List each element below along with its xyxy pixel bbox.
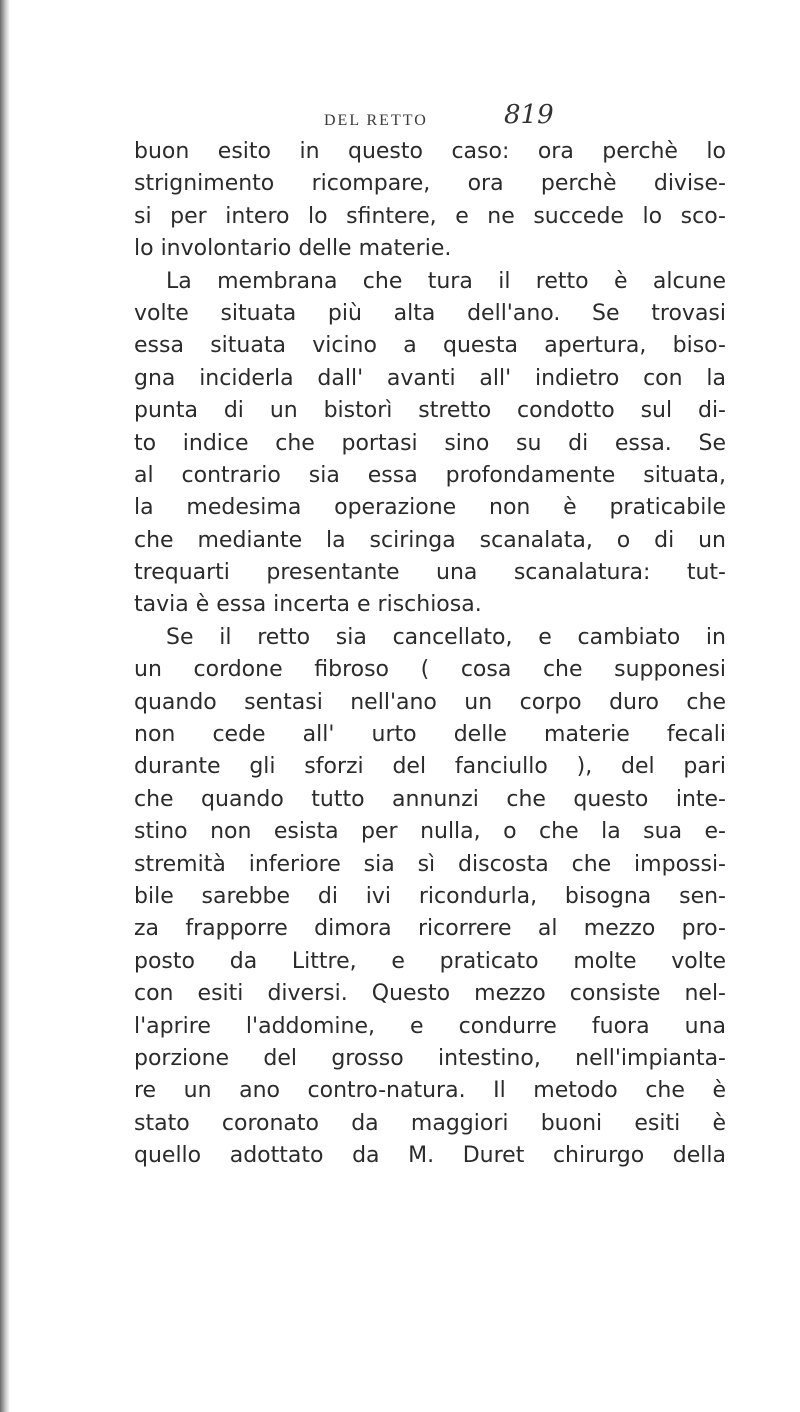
text-line: volte situata più alta dell'ano. Se trovasi xyxy=(134,300,726,326)
body-text xyxy=(134,136,726,1173)
text-line: punta di un bistorì stretto condotto sul di- xyxy=(134,398,726,424)
text-line: porzione del grosso intestino, nell'impianta- xyxy=(134,1045,726,1071)
text-line: lo involontario delle materie. xyxy=(134,236,452,262)
text-line: stremità inferiore sia sì discosta che impossi- xyxy=(134,851,726,877)
text-line: si per intero lo sfintere, e ne succede lo sco- xyxy=(134,203,726,229)
text-line: non cede all' urto delle materie fecali xyxy=(134,722,726,748)
text-line: trequarti presentante una scanalatura: tut- xyxy=(134,560,726,586)
text-line: bile sarebbe di ivi ricondurla, bisogna sen- xyxy=(134,883,726,909)
text-line: durante gli sforzi del fanciullo ), del pari xyxy=(134,754,726,780)
text-line: tavia è essa incerta e rischiosa. xyxy=(134,592,482,618)
text-line: stato coronato da maggiori buoni esiti è xyxy=(134,1110,726,1136)
text-line: quello adottato da M. Duret chirurgo della xyxy=(134,1143,726,1169)
text-line: l'aprire l'addomine, e condurre fuora una xyxy=(134,1013,726,1039)
text-line: gna inciderla dall' avanti all' indietro con la xyxy=(134,365,726,391)
text-line: essa situata vicino a questa apertura, biso- xyxy=(134,333,726,359)
text-line: to indice che portasi sino su di essa. Se xyxy=(134,430,726,456)
page-number: 819 xyxy=(504,100,554,130)
text-line: che mediante la sciringa scanalata, o di un xyxy=(134,527,726,553)
text-line: posto da Littre, e praticato molte volte xyxy=(134,948,726,974)
text-line: Se il retto sia cancellato, e cambiato in xyxy=(166,624,726,650)
text-line: con esiti diversi. Questo mezzo consiste nel- xyxy=(134,981,726,1007)
text-line: La membrana che tura il retto è alcune xyxy=(166,268,726,294)
page-edge-shadow xyxy=(0,0,10,1412)
text-line: za frapporre dimora ricorrere al mezzo pro- xyxy=(134,916,726,942)
running-title: DEL RETTO xyxy=(324,112,428,129)
text-line: al contrario sia essa profondamente situata, xyxy=(134,462,726,488)
text-line: strignimento ricompare, ora perchè divise- xyxy=(134,171,726,197)
text-line: la medesima operazione non è praticabile xyxy=(134,495,726,521)
text-line: re un ano contro-natura. Il metodo che è xyxy=(134,1078,726,1104)
page-header xyxy=(0,94,800,134)
text-line: un cordone fibroso ( cosa che supponesi xyxy=(134,657,726,683)
text-line: stino non esista per nulla, o che la sua e- xyxy=(134,819,726,845)
text-line: quando sentasi nell'ano un corpo duro che xyxy=(134,689,726,715)
text-line: buon esito in questo caso: ora perchè lo xyxy=(134,139,726,164)
text-line: che quando tutto annunzi che questo inte- xyxy=(134,786,726,812)
